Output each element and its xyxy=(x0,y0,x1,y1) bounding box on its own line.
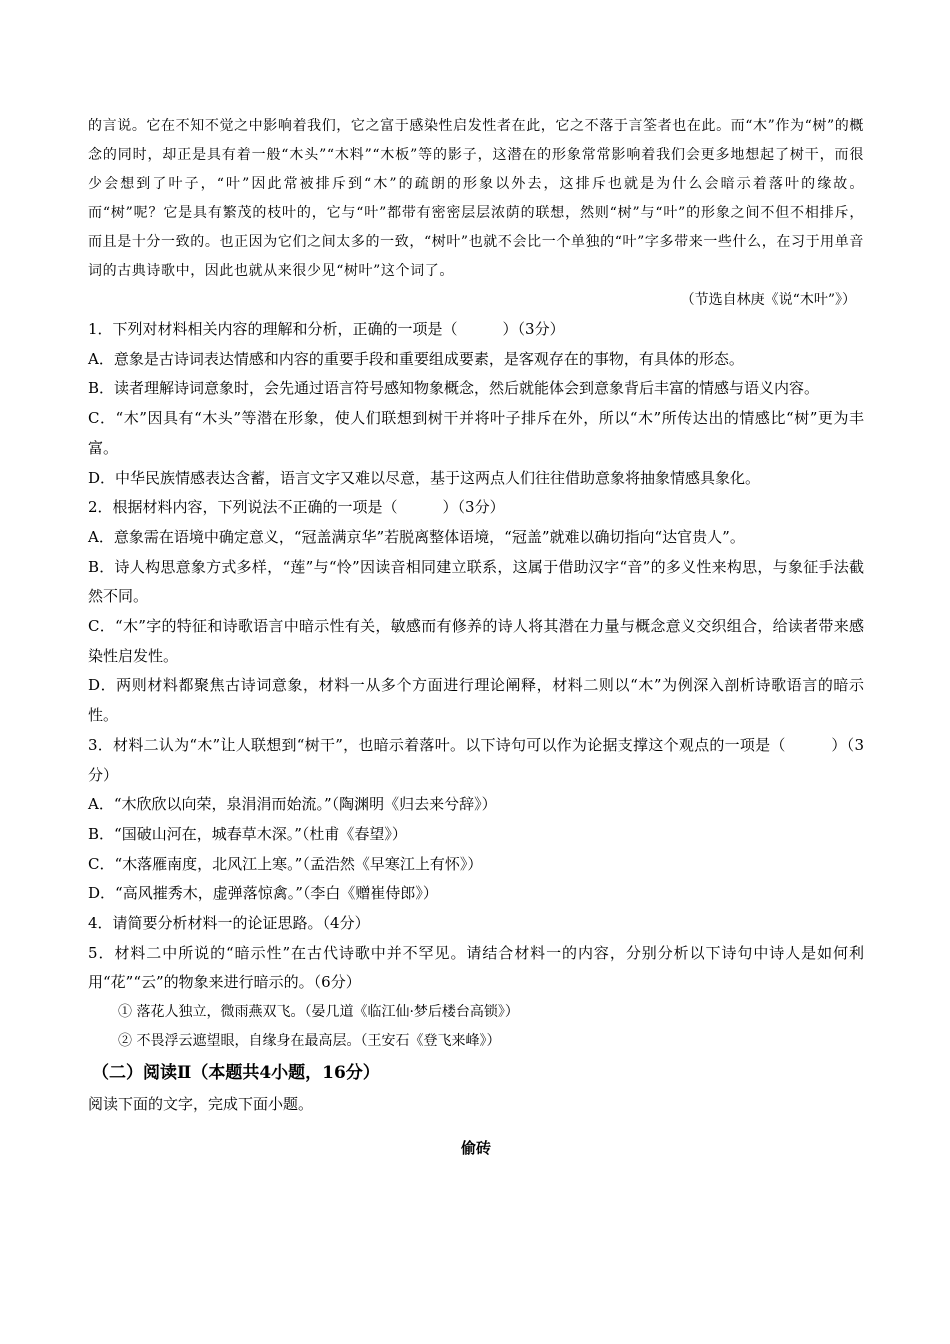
question-5-poem-1: ① 落花人独立，微雨燕双飞。（晏几道《临江仙·梦后楼台高锁》） xyxy=(118,1004,519,1021)
material-source: （节选自林庚《说“木叶”》） xyxy=(680,292,856,308)
question-1-option-d: D．中华民族情感表达含蓄，语言文字又难以尽意，基于这两点人们往往借助意象将抽象情感具象化。 xyxy=(88,468,761,487)
question-5: 5．材料二中所说的“暗示性”在古代诗歌中并不罕见。请结合材料一的内容，分别分析以下诗句中诗人是如何利用“花”“云”的物象来进行暗示的。（6分） xyxy=(88,943,864,992)
story-title: 偷砖 xyxy=(460,1138,491,1157)
question-2-option-a: A．意象需在语境中确定意义，“冠盖满京华”若脱离整体语境，“冠盖”就难以确切指向“达官贵人”。 xyxy=(88,527,745,546)
question-2: 2．根据材料内容，下列说法不正确的一项是（ ）（3分） xyxy=(88,498,505,517)
question-1: 1．下列对材料相关内容的理解和分析，正确的一项是（ ）（3分） xyxy=(88,320,565,338)
question-1-option-a: A．意象是古诗词表达情感和内容的重要手段和重要组成要素，是客观存在的事物，有具体的形态。 xyxy=(88,349,744,368)
question-2-option-b: B．诗人构思意象方式多样，“莲”与“怜”因读音相同建立联系，这属于借助汉字“音”的多义性来构思，与象征手法截然不同。 xyxy=(88,557,864,606)
material-passage: 的言说。它在不知不觉之中影响着我们，它之富于感染性启发性者在此，它之不落于言筌者也在此。而“木”作为“树”的概念的同时，却正是具有着一般“木头”“木料”“木板”等的影子，这潜在的形象常常影响着我们会更多地想起了树干，而很少会想到了叶子，“叶”因此常被排斥到“木”的疏朗的形象以外去，这排斥也就是为什么会暗示着落叶的缘故。而“树”呢？它是具有繁茂的枝叶的，它与“叶”都带有密密层层浓荫的联想，然则“树”与“叶”的形象之间不但不相排斥，而且是十分一致的。也正因为它们之间太多的一致，“树叶”也就不会比一个单独的“叶”字多带来一些什么，在习于用单音词的古典诗歌中，因此也就从来很少见“树叶”这个词了。 xyxy=(88,118,864,279)
question-3-option-d: D．“高风摧秀木，虚弹落惊禽。”（李白《赠崔侍郎》） xyxy=(88,884,438,903)
section-two-heading: （二）阅读Ⅱ（本题共4小题，16分） xyxy=(92,1063,380,1084)
question-3-option-c: C．“木落雁南度，北风江上寒。”（孟浩然《早寒江上有怀》） xyxy=(88,854,483,873)
question-2-option-d: D．两则材料都聚焦古诗词意象，材料一从多个方面进行理论阐释，材料二则以“木”为例深入剖析诗歌语言的暗示性。 xyxy=(88,676,864,725)
question-3-option-a: A．“木欣欣以向荣，泉涓涓而始流。”（陶渊明《归去来兮辞》） xyxy=(88,795,497,814)
document-page xyxy=(88,112,864,1176)
question-5-poem-2: ② 不畏浮云遮望眼，自缘身在最高层。（王安石《登飞来峰》） xyxy=(118,1033,501,1050)
section-two-instruction: 阅读下面的文字，完成下面小题。 xyxy=(88,1095,314,1114)
question-4: 4．请简要分析材料一的论证思路。（4分） xyxy=(88,914,370,933)
question-3: 3．材料二认为“木”让人联想到“树干”，也暗示着落叶。以下诗句可以作为论据支撑这个观点的一项是（ ）（3分） xyxy=(88,735,864,784)
question-3-option-b: B．“国破山河在，城春草木深。”（杜甫《春望》） xyxy=(88,824,407,843)
question-2-option-c: C．“木”字的特征和诗歌语言中暗示性有关，敏感而有修养的诗人将其潜在力量与概念意义交织组合，给读者带来感染性启发性。 xyxy=(88,617,864,665)
question-1-option-c: C．“木”因具有“木头”等潜在形象，使人们联想到树干并将叶子排斥在外，所以“木”所传达出的情感比“树”更为丰富。 xyxy=(88,409,864,457)
question-1-option-b: B．读者理解诗词意象时，会先通过语言符号感知物象概念，然后就能体会到意象背后丰富的情感与语义内容。 xyxy=(88,379,820,398)
